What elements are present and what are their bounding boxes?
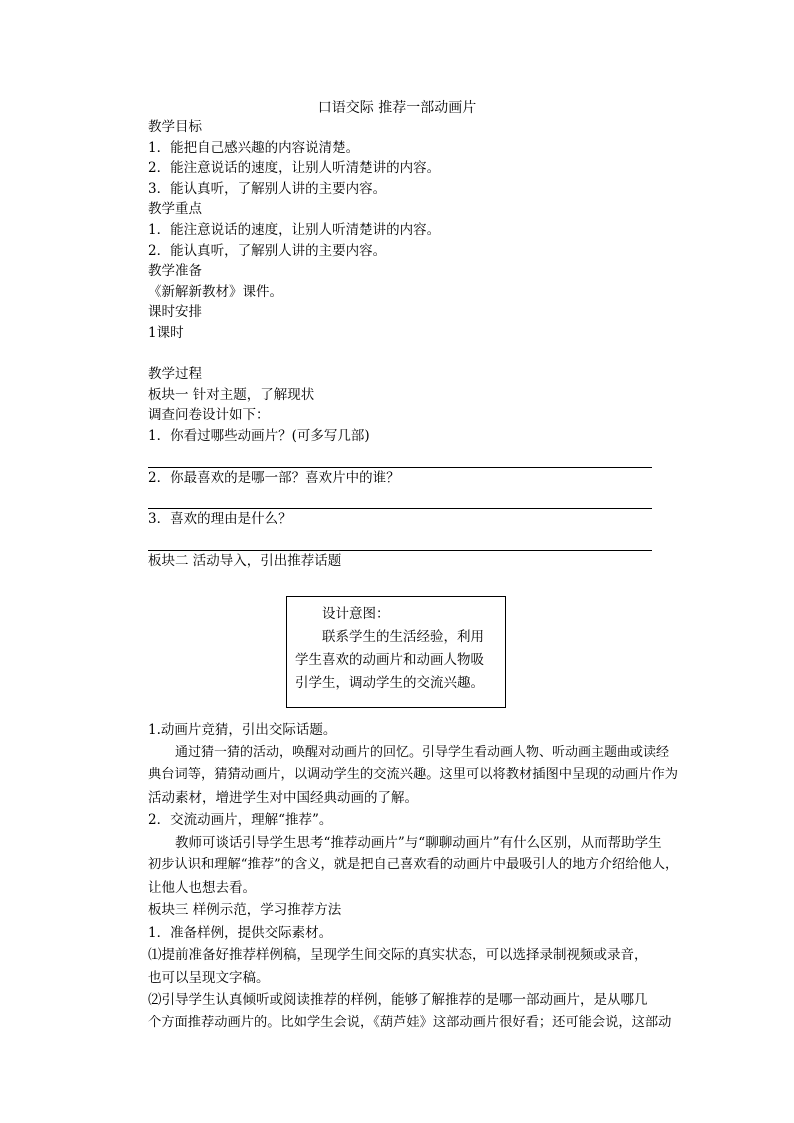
goal-item-2: 2．能注意说话的速度，让别人听清楚讲的内容。 xyxy=(148,160,441,177)
activity-2-heading: 2．交流动画片，理解“推荐”。 xyxy=(148,812,333,828)
goal-item-3: 3．能认真听，了解别人讲的主要内容。 xyxy=(148,180,387,197)
activity-1-text-line-1: 通过猜一猜的活动，唤醒对动画片的回忆。引导学生看动画人物、听动画主题曲或读经 xyxy=(175,744,670,760)
lesson-plan-top xyxy=(148,117,678,571)
lesson-plan-body xyxy=(148,719,678,1034)
block3-sub-1-line-2: 也可以呈现文字稿。 xyxy=(148,969,270,986)
block3-sub-1-line-1: ⑴提前准备好推荐样例稿，呈现学生间交际的真实状态，可以选择录制视频或录音， xyxy=(148,947,648,963)
answer-line-1 xyxy=(148,447,652,468)
focus-item-1: 1．能注意说话的速度，让别人听清楚讲的内容。 xyxy=(148,221,441,238)
survey-intro: 调查问卷设计如下： xyxy=(148,407,270,424)
spacer xyxy=(148,344,678,365)
block3-heading: 板块三 样例示范，学习推荐方法 xyxy=(148,902,342,918)
activity-2-text-line-1: 教师可谈话引导学生思考“推荐动画片”与“聊聊动画片”有什么区别，从而帮助学生 xyxy=(175,834,662,851)
section-heading-focus: 教学重点 xyxy=(148,201,202,218)
survey-question-3: 3．喜欢的理由是什么？ xyxy=(148,511,292,528)
section-heading-preparation: 教学准备 xyxy=(148,263,202,280)
goal-item-1: 1．能把自己感兴趣的内容说清楚。 xyxy=(148,139,360,156)
survey-question-1: 1．你看过哪些动画片？(可多写几部) xyxy=(148,427,370,444)
activity-2-text-line-2: 初步认识和理解“推荐”的含义，就是把自己喜欢看的动画片中最吸引人的地方介绍给他人， xyxy=(148,857,679,872)
block2-heading: 板块二 活动导入，引出推荐话题 xyxy=(148,552,342,569)
survey-question-2: 2．你最喜欢的是哪一部？喜欢片中的谁？ xyxy=(148,469,400,486)
schedule-text: 1课时 xyxy=(148,324,184,341)
design-intent-line-2: 学生喜欢的动画片和动画人物吸 xyxy=(295,652,484,668)
design-intent-heading: 设计意图： xyxy=(322,606,390,622)
answer-line-3 xyxy=(148,530,652,551)
design-intent-box xyxy=(286,596,506,708)
section-heading-goals: 教学目标 xyxy=(148,119,202,135)
design-intent-line-3: 引学生，调动学生的交流兴趣。 xyxy=(295,675,484,691)
activity-1-heading: 1.动画片竞猜，引出交际话题。 xyxy=(148,722,337,738)
preparation-text: 《新解新教材》课件。 xyxy=(148,283,283,300)
page-title: 口语交际 推荐一部动画片 xyxy=(317,100,477,116)
block3-sub-2-line-2: 个方面推荐动画片的。比如学生会说，《葫芦娃》这部动画片很好看；还可能会说，这部动 xyxy=(148,1014,672,1030)
answer-line-2 xyxy=(148,488,652,509)
block3-sub-2-line-1: ⑵引导学生认真倾听或阅读推荐的样例，能够了解推荐的是哪一部动画片，是从哪几 xyxy=(148,992,648,1008)
block3-item-1: 1．准备样例，提供交际素材。 xyxy=(148,924,333,941)
activity-1-text-line-2: 典台词等，猜猜动画片，以调动学生的交流兴趣。这里可以将教材插图中呈现的动画片作为 xyxy=(148,767,679,782)
section-heading-process: 教学过程 xyxy=(148,366,202,383)
activity-2-text-line-3: 让他人也想去看。 xyxy=(148,879,256,896)
design-intent-line-1: 联系学生的生活经验，利用 xyxy=(322,629,484,645)
activity-1-text-line-3: 活动素材，增进学生对中国经典动画的了解。 xyxy=(148,789,418,806)
focus-item-2: 2．能认真听，了解别人讲的主要内容。 xyxy=(148,242,387,259)
section-heading-schedule: 课时安排 xyxy=(148,304,202,321)
block1-heading: 板块一 针对主题，了解现状 xyxy=(148,386,315,403)
